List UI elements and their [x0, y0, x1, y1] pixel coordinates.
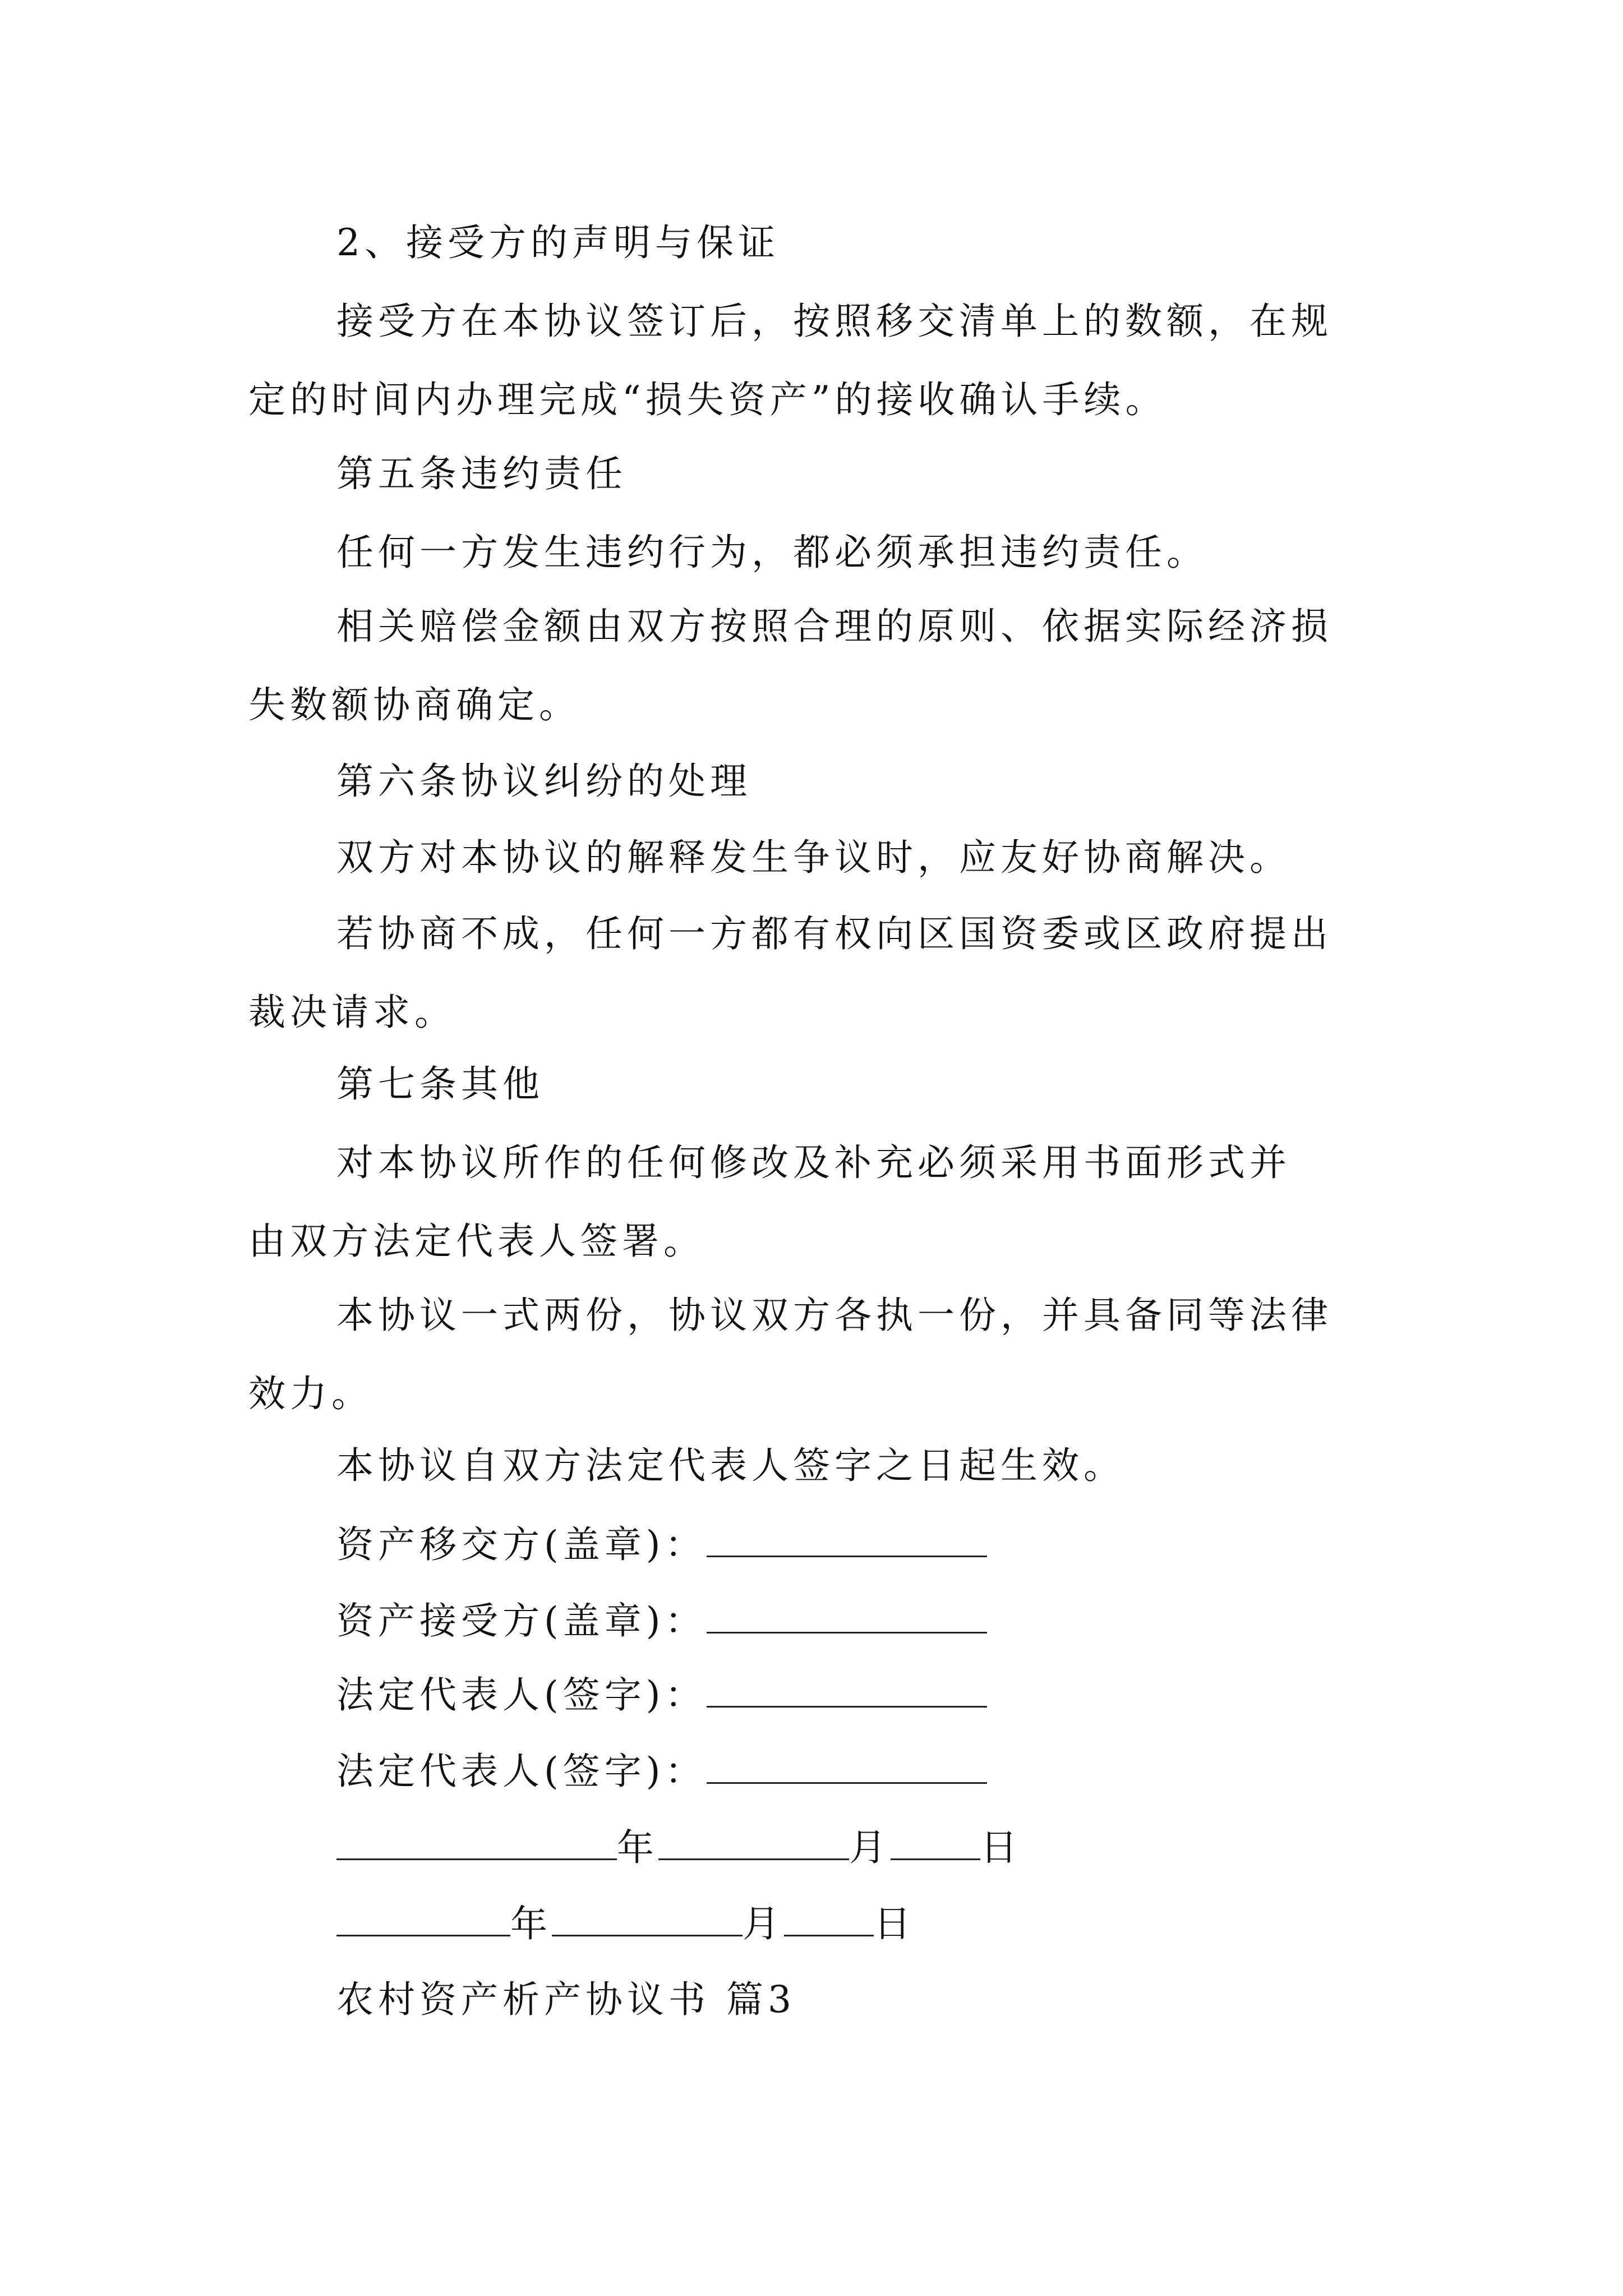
paragraph-line: 接受方在本协议签订后，按照移交清单上的数额，在规 [336, 300, 1332, 343]
paragraph-line: 2、接受方的声明与保证 [336, 221, 780, 264]
year-label: 年 [510, 1902, 552, 1945]
signature-blank [707, 1598, 987, 1634]
signature-blank [707, 1522, 987, 1557]
signature-line [336, 1749, 987, 1794]
signature-blank [707, 1749, 987, 1784]
paragraph-line: 定的时间内办理完成“损失资产”的接收确认手续。 [248, 378, 1167, 421]
day-label: 日 [980, 1826, 1022, 1869]
year-blank [336, 1901, 510, 1936]
month-blank [658, 1825, 849, 1860]
signature-blank [707, 1672, 987, 1708]
paragraph-line: 本协议一式两份，协议双方各执一份，并具备同等法律 [336, 1294, 1332, 1337]
year-blank [336, 1825, 617, 1860]
paragraph-line: 裁决请求。 [248, 991, 456, 1034]
signature-label: 法定代表人(签字)： [336, 1673, 707, 1717]
year-label: 年 [617, 1826, 658, 1869]
paragraph-line: 失数额协商确定。 [248, 683, 580, 726]
section-heading: 第七条其他 [336, 1062, 544, 1106]
signature-label: 资产接受方(盖章)： [336, 1599, 707, 1642]
signature-label: 法定代表人(签字)： [336, 1750, 707, 1793]
section-title: 农村资产析产协议书 篇3 [336, 1978, 796, 2021]
paragraph-line: 对本协议所作的任何修改及补充必须采用书面形式并 [336, 1141, 1291, 1184]
month-label: 月 [743, 1902, 784, 1945]
signature-line [336, 1672, 987, 1718]
paragraph-line: 由双方法定代表人签署。 [248, 1220, 705, 1263]
date-line [336, 1825, 1022, 1870]
paragraph-line: 相关赔偿金额由双方按照合理的原则、依据实际经济损 [336, 605, 1332, 648]
month-label: 月 [849, 1826, 891, 1869]
signature-line [336, 1598, 987, 1644]
month-blank [552, 1901, 743, 1936]
date-line [336, 1901, 915, 1947]
day-label: 日 [874, 1902, 915, 1945]
paragraph-line: 任何一方发生违约行为，都必须承担违约责任。 [336, 531, 1208, 574]
paragraph-line: 双方对本协议的解释发生争议时，应友好协商解决。 [336, 836, 1291, 879]
paragraph-line: 本协议自双方法定代表人签字之日起生效。 [336, 1444, 1125, 1487]
signature-line [336, 1522, 987, 1567]
signature-label: 资产移交方(盖章)： [336, 1523, 707, 1566]
paragraph-line: 若协商不成，任何一方都有权向区国资委或区政府提出 [336, 912, 1332, 955]
day-blank [784, 1901, 874, 1936]
paragraph-line: 效力。 [248, 1372, 373, 1415]
section-heading: 第五条违约责任 [336, 452, 627, 495]
section-heading: 第六条协议纠纷的处理 [336, 760, 751, 803]
day-blank [891, 1825, 980, 1860]
